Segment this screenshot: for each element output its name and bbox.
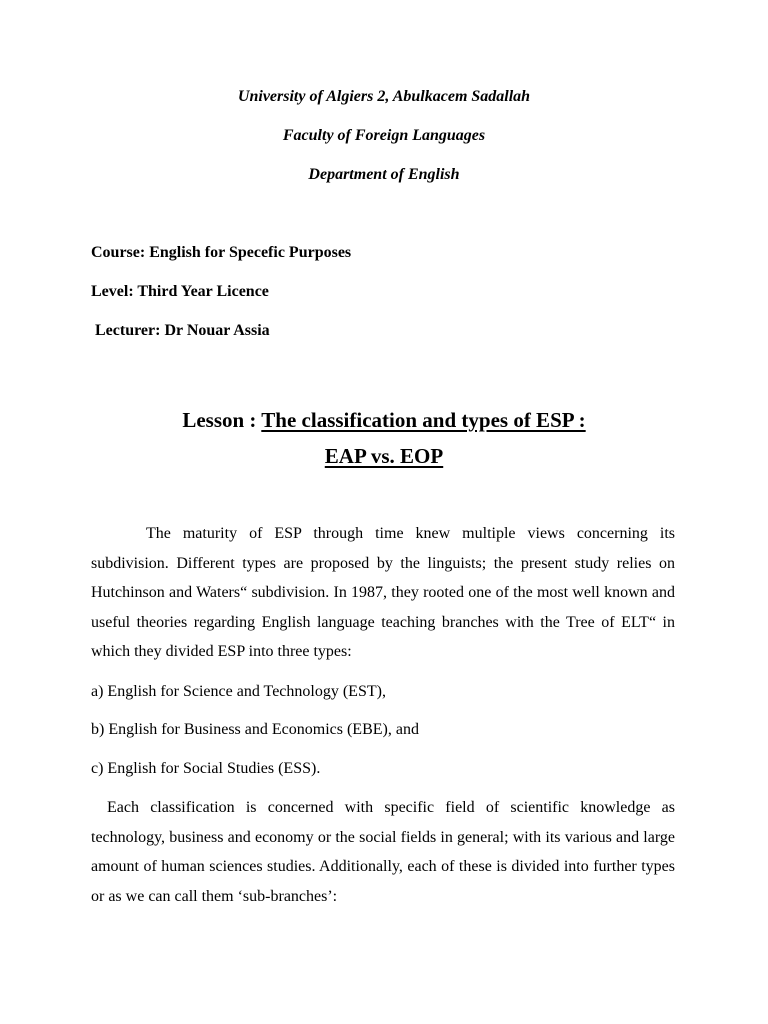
- faculty-name: Faculty of Foreign Languages: [282, 127, 486, 144]
- list-item-ess: c) English for Social Studies (ESS).: [91, 760, 321, 777]
- list-item-ebe: b) English for Business and Economics (EBE), and: [91, 721, 419, 738]
- lesson-subtitle-row: [0, 443, 768, 469]
- level-line: Level: Third Year Licence: [91, 283, 269, 300]
- lesson-prefix: Lesson :: [182, 408, 262, 432]
- university-name: University of Algiers 2, Abulkacem Sadallah: [237, 88, 531, 105]
- list-item-est: a) English for Science and Technology (EST),: [91, 683, 386, 700]
- lecturer-line: Lecturer: Dr Nouar Assia: [91, 322, 270, 339]
- lesson-title: The classification and types of ESP :: [261, 408, 586, 432]
- lesson-heading: [0, 407, 768, 433]
- course-line: Course: English for Specefic Purposes: [91, 244, 352, 261]
- lesson-subtitle: EAP vs. EOP: [324, 444, 444, 468]
- classification-paragraph: Each classification is concerned with specific field of scientific knowledge as technology, business and economy or the social fields in general; with its various and large amount of human sciences studies. Additionally, each of these is divided into further types or as we can call them ‘sub-branches’:: [91, 799, 675, 905]
- intro-paragraph: The maturity of ESP through time knew multiple views concerning its subdivision. Different types are proposed by the linguists; the present study relies on Hutchinson and Waters“ subdivision. In 1987, they rooted one of the most well known and useful theories regarding English language teaching branches with the Tree of ELT“ in which they divided ESP into three types:: [91, 525, 675, 660]
- department-name: Department of English: [308, 166, 460, 183]
